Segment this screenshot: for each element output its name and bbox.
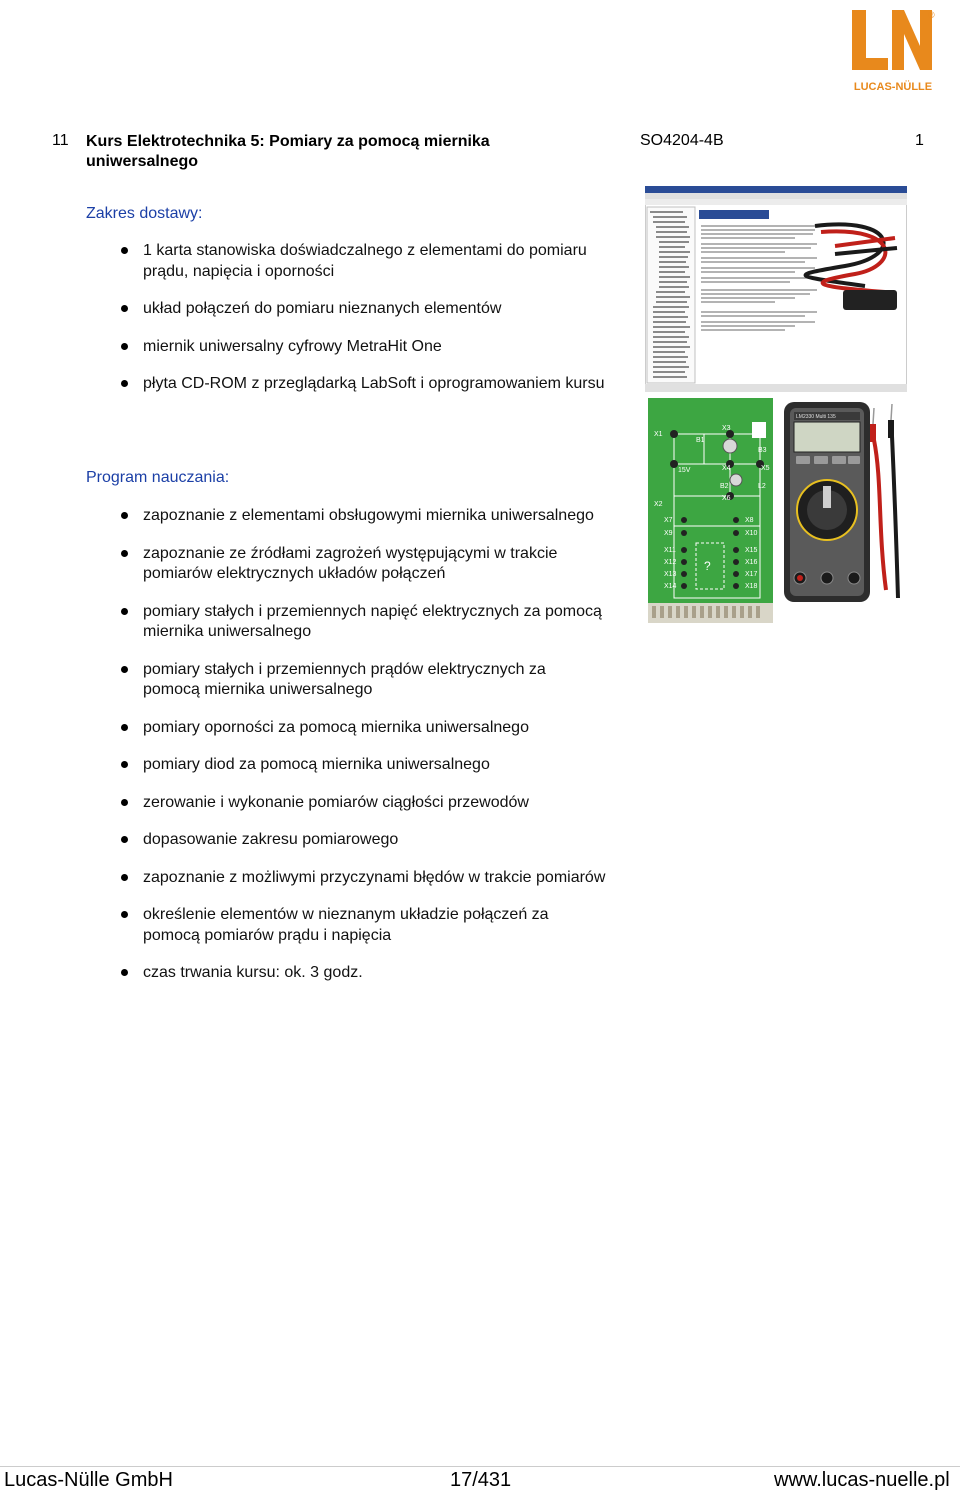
course-title: Kurs Elektrotechnika 5: Pomiary za pomocą miernika uniwersalnego [86,133,490,170]
svg-text:L2: L2 [758,483,766,490]
experiment-board-image [648,398,773,623]
header-page-number: 1 [915,132,924,149]
logo-registered-mark: ® [928,10,935,20]
svg-text:X7: X7 [664,517,673,524]
list-item: miernik uniwersalny cyfrowy MetraHit One [86,337,606,358]
svg-text:X5: X5 [761,465,770,472]
curriculum-heading: Program nauczania: [86,469,230,486]
svg-text:?: ? [704,559,711,573]
list-item: pomiary stałych i przemiennych prądów elektrycznych za pomocą miernika uniwersalnego [86,660,606,701]
logo-wordmark: LUCAS-NÜLLE [853,81,933,93]
svg-text:X10: X10 [745,530,758,537]
svg-text:X3: X3 [722,425,731,432]
svg-text:X15: X15 [745,547,758,554]
list-item: zapoznanie ze źródłami zagrożeń występującymi w trakcie pomiarów elektrycznych układów połączeń [86,544,606,585]
list-item: pomiary diod za pomocą miernika uniwersalnego [86,755,606,776]
meter-model-label: LM2330 Multi 135 [796,414,836,420]
svg-text:B1: B1 [696,437,705,444]
footer-page-number: 17/431 [450,1469,512,1491]
list-item: pomiary stałych i przemiennych napięć elektrycznych za pomocą miernika uniwersalnego [86,602,606,643]
svg-text:B2: B2 [720,483,729,490]
footer-divider [0,1466,960,1467]
svg-text:X4: X4 [722,465,731,472]
multimeter-image [782,400,908,606]
svg-text:X1: X1 [654,431,663,438]
svg-text:X14: X14 [664,583,677,590]
list-item: zerowanie i wykonanie pomiarów ciągłości przewodów [86,793,606,814]
svg-text:X16: X16 [745,559,758,566]
svg-text:X17: X17 [745,571,758,578]
footer-company: Lucas-Nülle GmbH [4,1469,173,1491]
svg-text:B3: B3 [758,447,767,454]
list-item: czas trwania kursu: ok. 3 godz. [86,963,606,984]
product-code: SO4204-4B [640,132,724,149]
list-item: zapoznanie z elementami obsługowymi miernika uniwersalnego [86,506,606,527]
svg-text:15V: 15V [678,467,691,474]
course-number: 11 [52,132,69,149]
svg-text:X18: X18 [745,583,758,590]
svg-text:X12: X12 [664,559,677,566]
list-item: 1 karta stanowiska doświadczalnego z elementami do pomiaru prądu, napięcia i oporności [86,241,606,282]
list-item: dopasowanie zakresu pomiarowego [86,830,606,851]
curriculum-list [86,506,606,984]
svg-text:X6: X6 [722,495,731,502]
footer-url[interactable]: www.lucas-nuelle.pl [774,1469,950,1491]
svg-text:X11: X11 [664,547,676,554]
list-item: układ połączeń do pomiaru nieznanych elementów [86,299,606,320]
delivery-list [86,241,606,395]
list-item: płyta CD-ROM z przeglądarką LabSoft i oprogramowaniem kursu [86,374,606,395]
svg-text:X8: X8 [745,517,754,524]
svg-text:X9: X9 [664,530,673,537]
svg-text:X2: X2 [654,501,663,508]
list-item: zapoznanie z możliwymi przyczynami błędów w trakcie pomiarów [86,868,606,889]
svg-text:X13: X13 [664,571,677,578]
list-item: określenie elementów w nieznanym układzie połączeń za pomocą pomiarów prądu i napięcia [86,905,606,946]
list-item: pomiary oporności za pomocą miernika uniwersalnego [86,718,606,739]
lucas-nuelle-logo [848,6,938,94]
delivery-heading: Zakres dostawy: [86,205,203,222]
labsoft-screenshot-image [645,186,907,392]
